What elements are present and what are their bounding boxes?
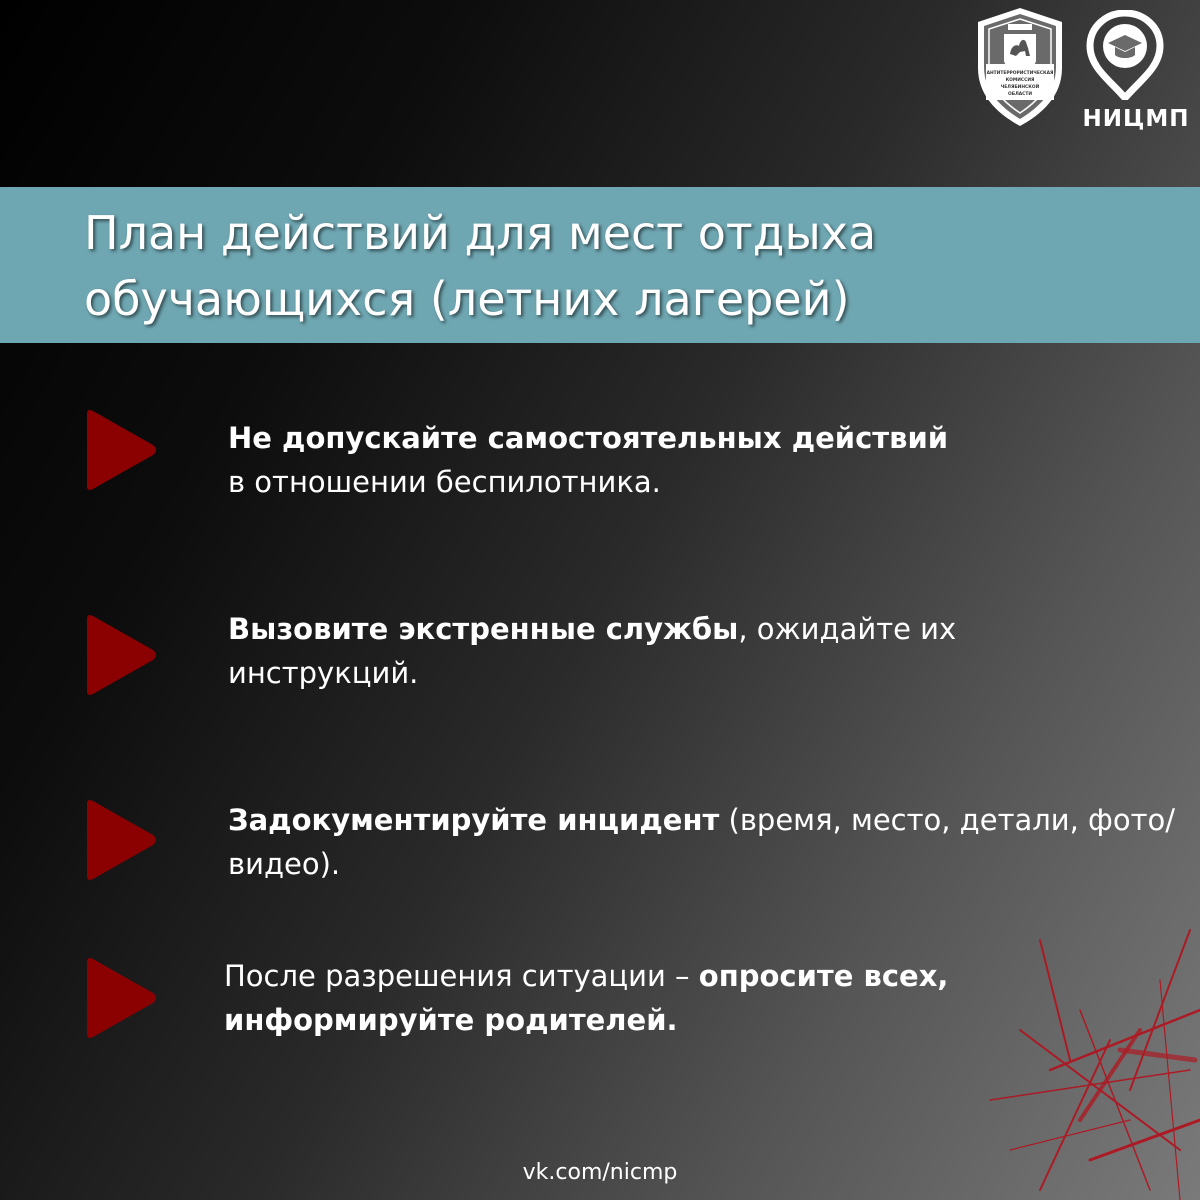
nicmp-logo-text: НИЦМП	[1082, 106, 1190, 132]
item-text	[224, 954, 1104, 1042]
item-text	[228, 798, 1178, 886]
nicmp-pin-logo	[1084, 10, 1166, 100]
item-bold-text: Задокументируйте инцидент	[228, 803, 720, 837]
item-text	[228, 607, 1058, 695]
item-bold-text: опросите всех, информируйте родителей.	[224, 959, 949, 1037]
footer-link[interactable]: vk.com/nicmp	[522, 1160, 678, 1185]
shield-caption-line: ЧЕЛЯБИНСКОЙ	[1000, 85, 1040, 90]
shield-caption-line: АНТИТЕРРОРИСТИЧЕСКАЯ	[986, 71, 1054, 76]
shield-caption-line: КОМИССИЯ	[1005, 78, 1035, 83]
item-normal-text: , ожидайте их инструкций.	[228, 612, 957, 690]
item-text	[228, 416, 1168, 504]
play-arrow-icon	[83, 408, 159, 492]
logos	[972, 4, 1196, 134]
item-normal-text: (время, место, детали, фото/видео).	[228, 803, 1176, 881]
decorative-scratches	[980, 920, 1200, 1200]
item-bold-text: Не допускайте самостоятельных действий	[228, 421, 949, 455]
item-normal-text: После разрешения ситуации –	[224, 959, 699, 993]
item-normal-text: в отношении беспилотника.	[228, 465, 661, 499]
item-bold-text: Вызовите экстренные службы	[228, 612, 739, 646]
play-arrow-icon	[83, 798, 159, 882]
commission-shield-logo	[972, 4, 1068, 130]
title-line-2: обучающихся (летних лагерей)	[84, 272, 850, 326]
title-line-1: План действий для мест отдыха	[84, 206, 877, 260]
shield-caption-line: ОБЛАСТИ	[1007, 92, 1033, 97]
play-arrow-icon	[83, 613, 159, 697]
page-title	[84, 200, 1144, 332]
play-arrow-icon	[83, 956, 159, 1040]
